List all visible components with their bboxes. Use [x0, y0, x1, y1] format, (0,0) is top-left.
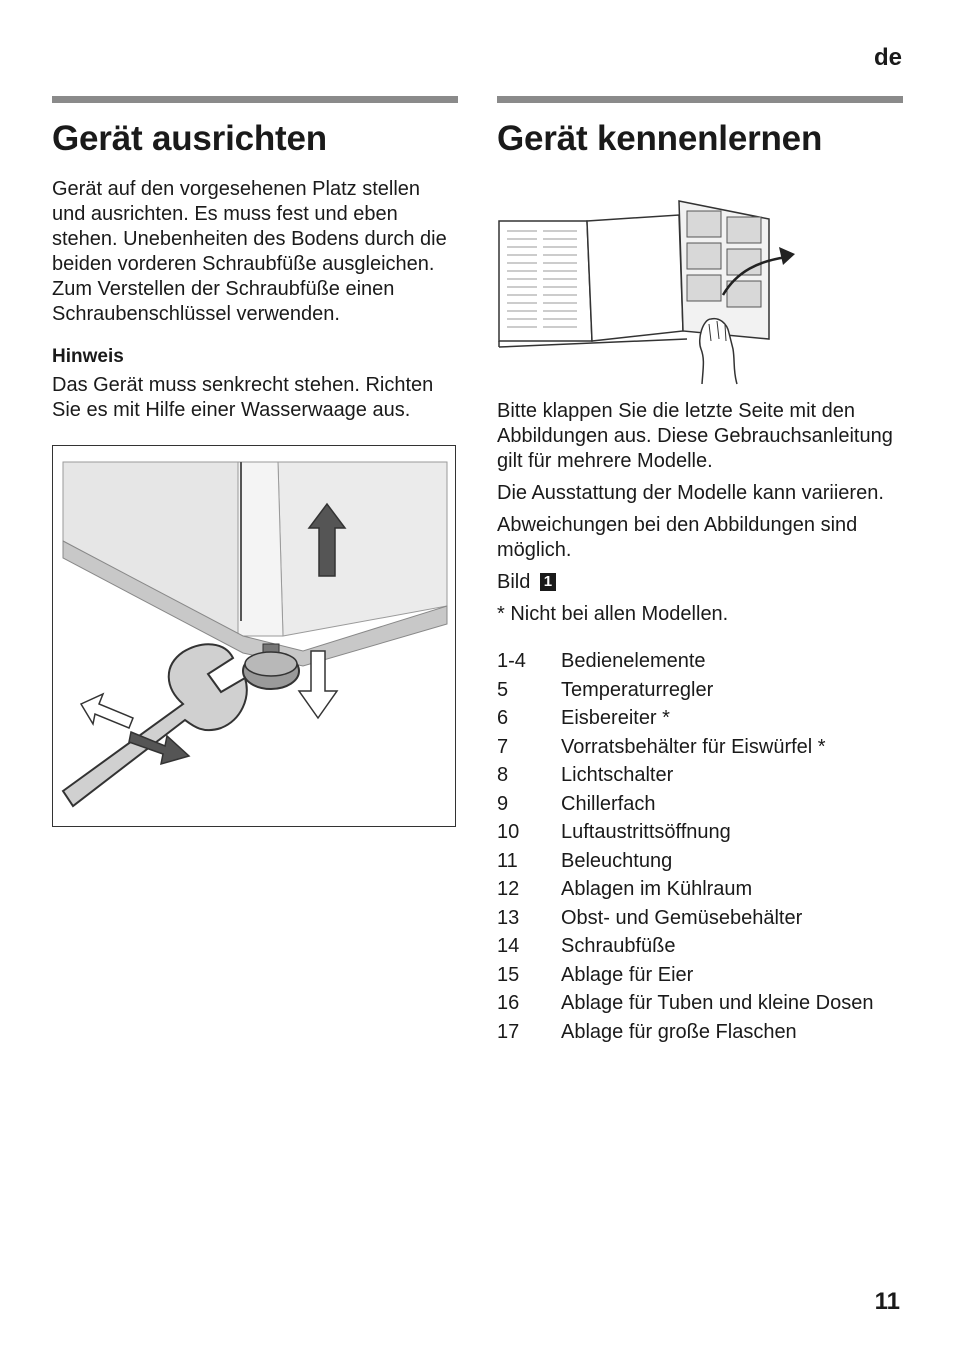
item-number: 13	[497, 906, 520, 929]
item-label: Ablage für Tuben und kleine Dosen	[561, 992, 874, 1014]
figure-reference	[497, 570, 903, 595]
section-get-to-know-appliance	[497, 96, 903, 1048]
item-number: 11	[497, 849, 518, 872]
item-number: 8	[497, 764, 509, 786]
item-number: 16	[497, 992, 520, 1014]
list-item	[497, 991, 903, 1016]
foldout-paragraph: Bitte klappen Sie die letzte Seite mit den Abbildungen aus. Diese Gebrauchsanleitung gilt für mehrere Modelle.	[497, 400, 893, 472]
list-item	[497, 1020, 903, 1045]
item-label: Vorratsbehälter für Eiswürfel *	[561, 735, 826, 758]
item-label: Ablagen im Kühlraum	[561, 878, 753, 900]
list-item	[497, 763, 903, 788]
list-item	[497, 792, 903, 817]
language-label: de	[873, 44, 902, 71]
item-number: 1-4	[497, 650, 526, 672]
section-title: Gerät ausrichten	[52, 119, 327, 158]
intro-paragraph: Gerät auf den vorgesehenen Platz stellen und ausrichten. Es muss fest und eben stehen. Unebenheiten des Bodens durch die beiden vorderen Schraubfüße ausgleichen. Zum Verstellen der Schraubfüße einen Schraubenschlüssel verwenden.	[52, 178, 447, 325]
item-number: 12	[497, 878, 520, 900]
item-number: 7	[497, 735, 509, 758]
figure-number-badge: 1	[540, 573, 556, 591]
list-item	[497, 649, 903, 674]
item-number: 14	[497, 935, 520, 957]
fold-out-page-illustration	[497, 199, 797, 389]
variation-paragraph: Die Ausstattung der Modelle kann variieren.	[497, 482, 884, 504]
item-number: 6	[497, 707, 509, 729]
footnote: * Nicht bei allen Modellen.	[497, 603, 729, 625]
note-text: Das Gerät muss senkrecht stehen. Richten Sie es mit Hilfe einer Wasserwaage aus.	[52, 374, 434, 421]
section-title: Gerät kennenlernen	[497, 119, 823, 158]
section-rule	[52, 96, 458, 103]
list-item	[497, 706, 903, 731]
item-number: 10	[497, 821, 520, 843]
list-item	[497, 678, 903, 703]
item-label: Obst- und Gemüsebehälter	[561, 906, 803, 929]
item-label: Lichtschalter	[561, 764, 674, 786]
list-item	[497, 877, 903, 902]
item-label: Chillerfach	[561, 792, 656, 815]
item-label: Schraubfüße	[561, 935, 676, 957]
figure-label: Bild	[497, 571, 531, 593]
deviation-paragraph: Abweichungen bei den Abbildungen sind möglich.	[497, 514, 858, 561]
leveling-illustration	[52, 445, 456, 827]
item-label: Eisbereiter *	[561, 707, 670, 729]
item-label: Ablage für Eier	[561, 963, 694, 986]
item-number: 17	[497, 1020, 520, 1043]
item-number: 9	[497, 792, 509, 815]
item-label: Luftaustrittsöffnung	[561, 821, 731, 843]
wrench-foot-illustration	[53, 446, 455, 826]
list-item	[497, 820, 903, 845]
item-label: Bedienelemente	[561, 650, 706, 672]
section-align-appliance	[52, 96, 458, 827]
item-label: Temperaturregler	[561, 678, 714, 701]
item-label: Beleuchtung	[561, 849, 673, 872]
list-item	[497, 963, 903, 988]
item-label: Ablage für große Flaschen	[561, 1020, 797, 1043]
item-number: 15	[497, 963, 520, 986]
list-item	[497, 934, 903, 959]
list-item	[497, 735, 903, 760]
item-number: 5	[497, 678, 509, 701]
list-item	[497, 849, 903, 874]
component-list	[497, 649, 903, 1045]
list-item	[497, 906, 903, 931]
page-number: 11	[874, 1288, 900, 1315]
note-heading: Hinweis	[52, 346, 124, 367]
section-rule	[497, 96, 903, 103]
